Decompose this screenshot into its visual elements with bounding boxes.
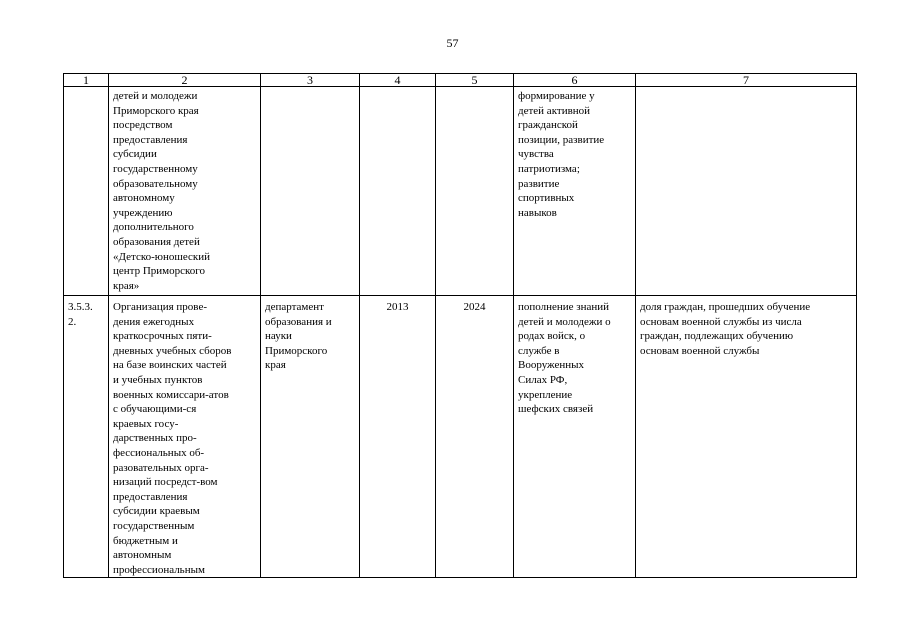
cell-line: края» <box>113 279 140 292</box>
cell-line: укрепление <box>518 388 573 401</box>
table-row <box>64 296 857 578</box>
cell-line: автономным <box>113 549 172 562</box>
row2-indicator-cell <box>636 296 857 578</box>
cell-line: Силах РФ, <box>518 373 568 386</box>
cell-line: государственным <box>113 519 195 532</box>
cell-line: образования детей <box>113 235 200 248</box>
cell-line: навыков <box>518 206 557 219</box>
col-header-5: 5 <box>436 74 514 87</box>
cell-line: образовательному <box>113 177 198 190</box>
cell-line: спортивных <box>518 192 575 205</box>
col-header-4: 4 <box>360 74 436 87</box>
cell-line: развитие <box>518 177 560 190</box>
cell-line: детей и молодежи <box>113 90 198 102</box>
row1-indicator-cell <box>636 87 857 296</box>
cell-line: Приморского края <box>113 104 199 117</box>
cell-line: профессиональным <box>113 563 205 576</box>
cell-line: фессиональных об- <box>113 446 205 459</box>
cell-line: дарственных про- <box>113 432 197 445</box>
row1-result-cell <box>514 87 636 296</box>
row1-executor-cell <box>261 87 360 296</box>
cell-line: краевых госу- <box>113 417 179 430</box>
cell-line: пополнение знаний <box>518 301 610 313</box>
cell-line: разовательных орга- <box>113 461 209 474</box>
row2-start-year-cell: 2013 <box>360 296 436 578</box>
cell-line: чувства <box>518 148 554 161</box>
row2-executor-cell <box>261 296 360 578</box>
row1-activity-cell <box>109 87 261 296</box>
cell-line: дения ежегодных <box>113 315 195 328</box>
cell-line: края <box>265 359 286 372</box>
cell-line: департамент <box>265 301 324 313</box>
cell-line: основам военной службы из числа <box>640 315 802 328</box>
cell-line: детей активной <box>518 104 591 117</box>
row2-activity-cell <box>109 296 261 578</box>
cell-line: государственному <box>113 162 198 175</box>
cell-line: учреждению <box>113 206 173 219</box>
row2-end-year-cell: 2024 <box>436 296 514 578</box>
cell-line: доля граждан, прошедших обучение <box>640 301 811 313</box>
col-header-3: 3 <box>261 74 360 87</box>
page-number: 57 <box>446 36 459 50</box>
col-header-2: 2 <box>109 74 261 87</box>
cell-line: детей и молодежи о <box>518 315 611 328</box>
cell-line: субсидии <box>113 148 157 161</box>
cell-line: автономному <box>113 192 175 205</box>
cell-line: 3.5.3. <box>68 301 93 313</box>
cell-line: Вооруженных <box>518 359 585 372</box>
table-row <box>64 87 857 296</box>
cell-line: формирование у <box>518 90 595 102</box>
row1-start-year-cell <box>360 87 436 296</box>
cell-line: науки <box>265 330 292 343</box>
cell-line: патриотизма; <box>518 162 580 175</box>
cell-line: и учебных пунктов <box>113 373 203 386</box>
cell-line: краткосрочных пяти- <box>113 330 212 343</box>
cell-line: основам военной службы <box>640 344 760 357</box>
cell-line: бюджетным и <box>113 534 178 547</box>
cell-line: службе в <box>518 344 560 357</box>
cell-line: низаций посредст-вом <box>113 476 218 489</box>
cell-line: дополнительного <box>113 221 194 234</box>
col-header-7: 7 <box>636 74 857 87</box>
cell-line: на базе воинских частей <box>113 359 227 372</box>
cell-line: шефских связей <box>518 403 594 416</box>
cell-line: родах войск, о <box>518 330 586 343</box>
header-row <box>64 74 857 87</box>
row2-result-cell <box>514 296 636 578</box>
cell-line: 2. <box>68 315 77 328</box>
col-header-1: 1 <box>64 74 109 87</box>
cell-line: посредством <box>113 119 173 132</box>
cell-line: граждан, подлежащих обучению <box>640 330 794 343</box>
cell-line: с обучающими-ся <box>113 403 197 416</box>
cell-line: центр Приморского <box>113 265 206 278</box>
cell-line: предоставления <box>113 490 188 503</box>
cell-line: предоставления <box>113 133 188 146</box>
cell-line: «Детско-юношеский <box>113 250 211 263</box>
row2-number-cell <box>64 296 109 578</box>
program-table <box>63 73 857 578</box>
row1-number-cell <box>64 87 109 296</box>
row1-end-year-cell <box>436 87 514 296</box>
cell-line: субсидии краевым <box>113 505 200 518</box>
cell-line: позиции, развитие <box>518 133 605 146</box>
cell-line: Организация прове- <box>113 301 207 313</box>
cell-line: дневных учебных сборов <box>113 344 232 357</box>
col-header-6: 6 <box>514 74 636 87</box>
cell-line: гражданской <box>518 119 578 132</box>
cell-line: Приморского <box>265 344 328 357</box>
cell-line: образования и <box>265 315 332 328</box>
cell-line: военных комиссари-атов <box>113 388 229 401</box>
